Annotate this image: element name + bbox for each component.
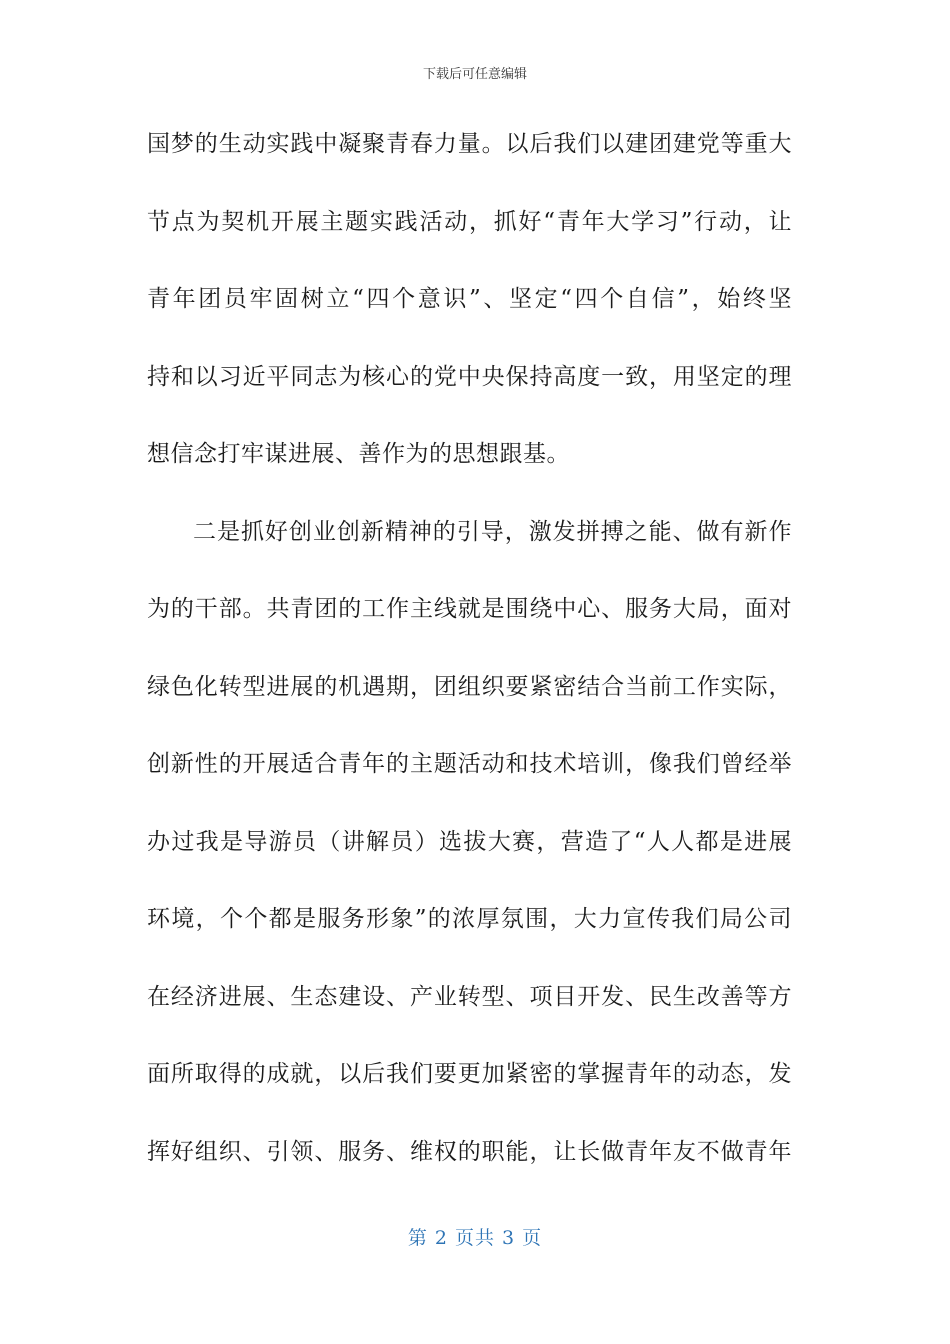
- document-body: [147, 118, 792, 1203]
- paragraph-2-line-3: 绿色化转型进展的机遇期，团组织要紧密结合当前工作实际，: [147, 673, 792, 700]
- paragraph-2-line-8: 面所取得的成就，以后我们要更加紧密的掌握青年的动态，发: [147, 1061, 792, 1087]
- page-header: 下载后可任意编辑: [422, 67, 527, 82]
- paragraph-1-line-4: 持和以习近平同志为核心的党中央保持高度一致，用坚定的理: [147, 363, 792, 390]
- paragraph-2-line-4: 创新性的开展适合青年的主题活动和技术培训，像我们曾经举: [147, 751, 792, 777]
- paragraph-2-line-7: 在经济进展、生态建设、产业转型、项目开发、民生改善等方: [147, 983, 792, 1010]
- current-page-number: 2: [434, 1227, 448, 1249]
- page-number-suffix: 页: [515, 1227, 543, 1249]
- paragraph-2-line-5: 办过我是导游员（讲解员）选拔大赛，营造了“人人都是进展: [147, 828, 792, 855]
- paragraph-1-line-5: 想信念打牢谋进展、善作为的思想跟基。: [147, 441, 570, 467]
- total-pages-number: 3: [502, 1227, 516, 1249]
- page-number-middle: 页共: [447, 1227, 503, 1249]
- paragraph-1-line-1: 国梦的生动实践中凝聚青春力量。以后我们以建团建党等重大: [147, 131, 792, 157]
- paragraph-1-line-3: 青年团员牢固树立“四个意识”、坚定“四个自信”，始终坚: [147, 286, 792, 312]
- paragraph-1-line-2: 节点为契机开展主题实践活动，抓好“青年大学习”行动，让: [147, 208, 792, 235]
- paragraph-2-line-9: 挥好组织、引领、服务、维权的职能，让长做青年友不做青年: [147, 1138, 792, 1165]
- paragraph-2-line-6: 环境，个个都是服务形象”的浓厚氛围，大力宣传我们局公司: [147, 906, 792, 932]
- page-number-footer: [0, 1224, 950, 1252]
- page-number-prefix: 第: [407, 1227, 435, 1249]
- paragraph-2-line-2: 为的干部。共青团的工作主线就是围绕中心、服务大局，面对: [147, 596, 792, 622]
- paragraph-2-line-1: 二是抓好创业创新精神的引导，激发拼搏之能、做有新作: [193, 518, 792, 545]
